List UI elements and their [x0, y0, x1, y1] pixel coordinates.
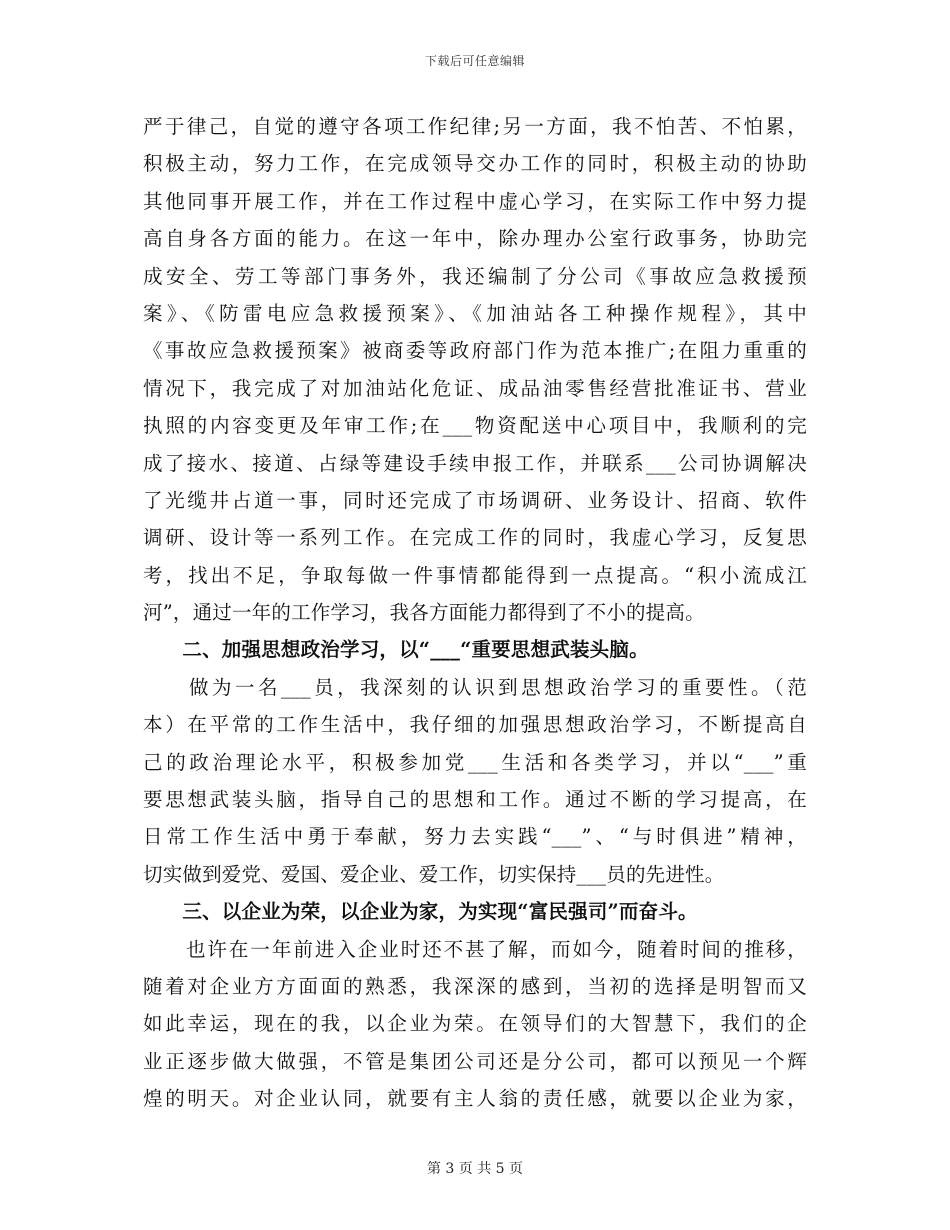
body-line: 河”，通过一年的工作学习，我各方面能力都得到了不小的提高。	[143, 601, 705, 625]
body-line: 情况下，我完成了对加油站化危证、成品油零售经营批准证书、营业	[143, 376, 807, 400]
body-line: 成了接水、接道、占绿等建设手续申报工作，并联系___公司协调解决	[143, 451, 807, 475]
body-line: 日常工作生活中勇于奉献，努力去实践“___”、“与时俱进”精神，	[143, 825, 807, 849]
body-line: 如此幸运，现在的我，以企业为荣。在领导们的大智慧下，我们的企	[143, 1012, 807, 1036]
page-header: 下载后可任意编辑	[424, 54, 525, 68]
body-line: 己的政治理论水平，积极参加党___生活和各类学习，并以“___”重	[143, 750, 807, 774]
body-line: 煌的明天。对企业认同，就要有主人翁的责任感，就要以企业为家，	[143, 1087, 807, 1111]
body-line: 高自身各方面的能力。在这一年中，除办理办公室行政事务，协助完	[143, 227, 807, 251]
body-line: 《事故应急救援预案》被商委等政府部门作为范本推广;在阻力重重的	[143, 339, 807, 363]
body-line: 案》、《防雷电应急救援预案》、《加油站各工种操作规程》，其中	[143, 301, 807, 325]
body-line: 也许在一年前进入企业时还不甚了解，而如今，随着时间的推移，	[143, 937, 807, 961]
section-heading: 三、以企业为荣，以企业为家，为实现“富民强司”而奋斗。	[143, 900, 698, 924]
document-body	[143, 108, 807, 1118]
body-line: 做为一名___员，我深刻的认识到思想政治学习的重要性。（范	[143, 675, 807, 699]
body-line: 要思想武装头脑，指导自己的思想和工作。通过不断的学习提高，在	[143, 788, 807, 812]
body-line: 业正逐步做大做强，不管是集团公司还是分公司，都可以预见一个辉	[143, 1049, 807, 1073]
body-line: 本）在平常的工作生活中，我仔细的加强思想政治学习，不断提高自	[143, 713, 807, 737]
body-line: 切实做到爱党、爱国、爱企业、爱工作，切实保持___员的先进性。	[143, 862, 725, 886]
body-line: 成安全、劳工等部门事务外，我还编制了分公司《事故应急救援预	[143, 264, 807, 288]
page-footer: 第 3 页 共 5 页	[426, 1161, 524, 1177]
section-heading: 二、加强思想政治学习，以“___“重要思想武装头脑。	[143, 638, 649, 662]
body-line: 其他同事开展工作，并在工作过程中虚心学习，在实际工作中努力提	[143, 189, 807, 213]
body-line: 随着对企业方方面面的熟悉，我深深的感到，当初的选择是明智而又	[143, 974, 807, 998]
body-line: 积极主动，努力工作，在完成领导交办工作的同时，积极主动的协助	[143, 152, 807, 176]
body-line: 严于律己，自觉的遵守各项工作纪律;另一方面，我不怕苦、不怕累，	[143, 115, 807, 138]
body-line: 调研、设计等一系列工作。在完成工作的同时，我虚心学习，反复思	[143, 526, 807, 550]
body-line: 执照的内容变更及年审工作;在___物资配送中心项目中，我顺利的完	[143, 414, 807, 438]
body-line: 考，找出不足，争取每做一件事情都能得到一点提高。“积小流成江	[143, 563, 807, 587]
body-line: 了光缆井占道一事，同时还完成了市场调研、业务设计、招商、软件	[143, 488, 807, 512]
